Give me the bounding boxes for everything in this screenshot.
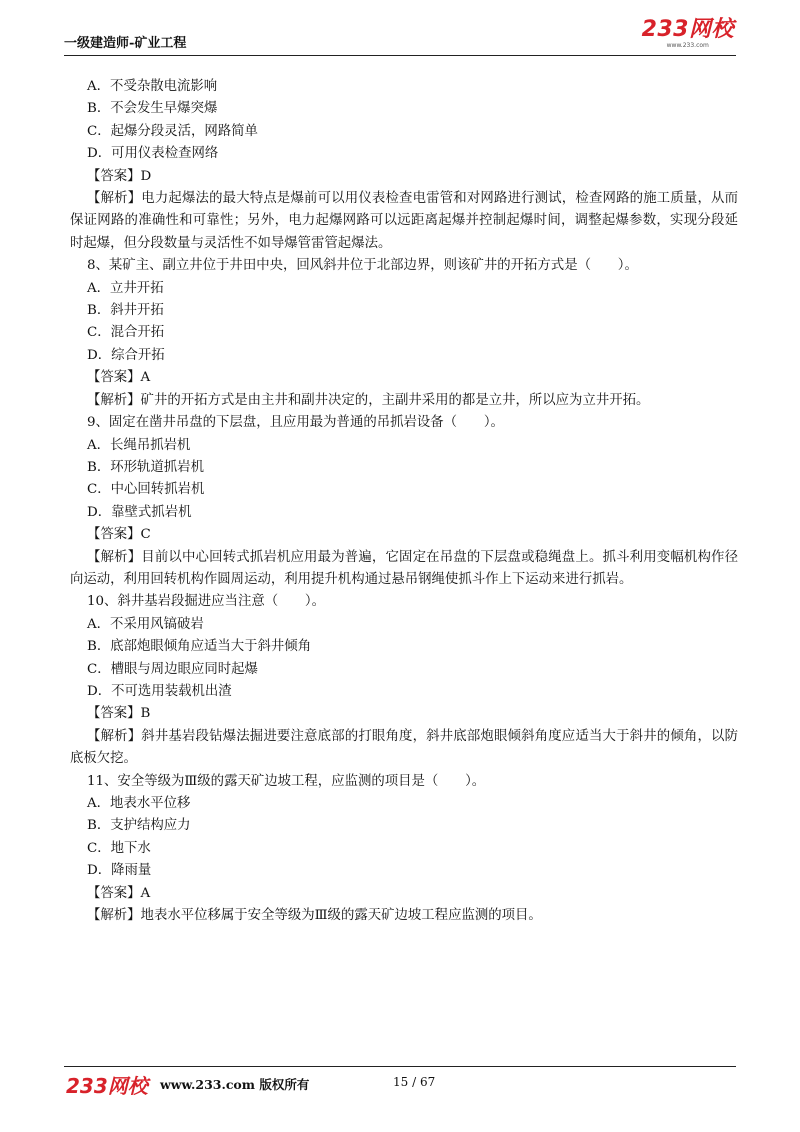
text-line: B．斜井开拓 [87,303,164,319]
text-line: B．环形轨道抓岩机 [87,459,204,475]
explanation-paragraph: 【解析】目前以中心回转式抓岩机应用最为普遍，它固定在吊盘的下层盘或稳绳盘上。抓斗利用变幅机构作径向运动，利用回转机构作圆周运动，利用提升机构通过悬吊钢绳使抓斗作上下运动来进行抓岩。 [70,549,738,587]
explanation-paragraph: 【解析】矿井的开拓方式是由主井和副井决定的，主副井采用的都是立井，所以应为立井开拓。 [87,392,650,408]
brand-logo-url: www.233.com [666,42,709,49]
text-line: 【答案】D [87,168,152,184]
text-line: A．不采用风镐破岩 [87,616,204,632]
text-line: 【答案】C [87,527,151,543]
text-line: C．槽眼与周边眼应同时起爆 [87,661,258,677]
text-line: 【答案】B [87,706,151,722]
explanation-paragraph: 【解析】斜井基岩段钻爆法掘进要注意底部的打眼角度，斜井底部炮眼倾斜角度应适当大于斜井的倾角，以防底板欠挖。 [70,728,738,767]
text-line: 11、安全等级为Ⅲ级的露天矿边坡工程，应监测的项目是（ ）。 [87,773,486,789]
header-title: 一级建造师-矿业工程 [64,36,187,51]
text-line: 8、某矿主、副立井位于井田中央，回风斜井位于北部边界，则该矿井的开拓方式是（ ）。 [87,258,638,274]
footer-logo: 233网校 [66,1074,148,1098]
text-line: 【答案】A [87,370,151,386]
text-line: A．立井开拓 [87,280,164,296]
text-line: D．综合开拓 [87,347,165,363]
text-line: 10、斜井基岩段掘进应当注意（ ）。 [87,594,325,610]
text-line: C．地下水 [87,840,151,856]
text-line: A．不受杂散电流影响 [87,79,218,94]
text-line: A．长绳吊抓岩机 [87,437,191,453]
text-line: 9、固定在凿井吊盘的下层盘，且应用最为普通的吊抓岩设备（ ）。 [87,415,504,431]
document-body [70,76,738,927]
text-line: B．支护结构应力 [87,818,191,834]
text-line: D．不可选用装载机出渣 [87,683,232,699]
explanation-paragraph: 【解析】电力起爆法的最大特点是爆前可以用仪表检查电雷管和对网路进行测试，检查网路的施工质量，从而保证网路的准确性和可靠性；另外，电力起爆网路可以远距离起爆并控制起爆时间，调整起爆参数，实现分段延时起爆，但分段数量与灵活性不如导爆管雷管起爆法。 [70,191,738,251]
text-line: D．降雨量 [87,863,152,879]
header-divider [64,55,736,56]
text-line: C．中心回转抓岩机 [87,482,205,498]
text-line: C．起爆分段灵活，网路简单 [87,123,258,139]
text-line: B．不会发生早爆突爆 [87,101,218,117]
text-line: D．靠壁式抓岩机 [87,504,192,520]
text-line: D．可用仪表检查网络 [87,146,219,162]
text-line: B．底部炮眼倾角应适当大于斜井倾角 [87,639,312,655]
brand-logo[interactable] [642,18,734,49]
brand-logo-mark: 233网校 [641,17,734,42]
footer-divider [64,1066,736,1067]
text-line: 【答案】A [87,885,151,901]
footer-site-link[interactable]: www.233.com 版权所有 [160,1077,310,1092]
page-number: 15 / 67 [393,1075,436,1089]
explanation-paragraph: 【解析】地表水平位移属于安全等级为Ⅲ级的露天矿边坡工程应监测的项目。 [87,908,542,924]
text-line: C．混合开拓 [87,325,165,341]
text-line: A．地表水平位移 [87,796,191,811]
